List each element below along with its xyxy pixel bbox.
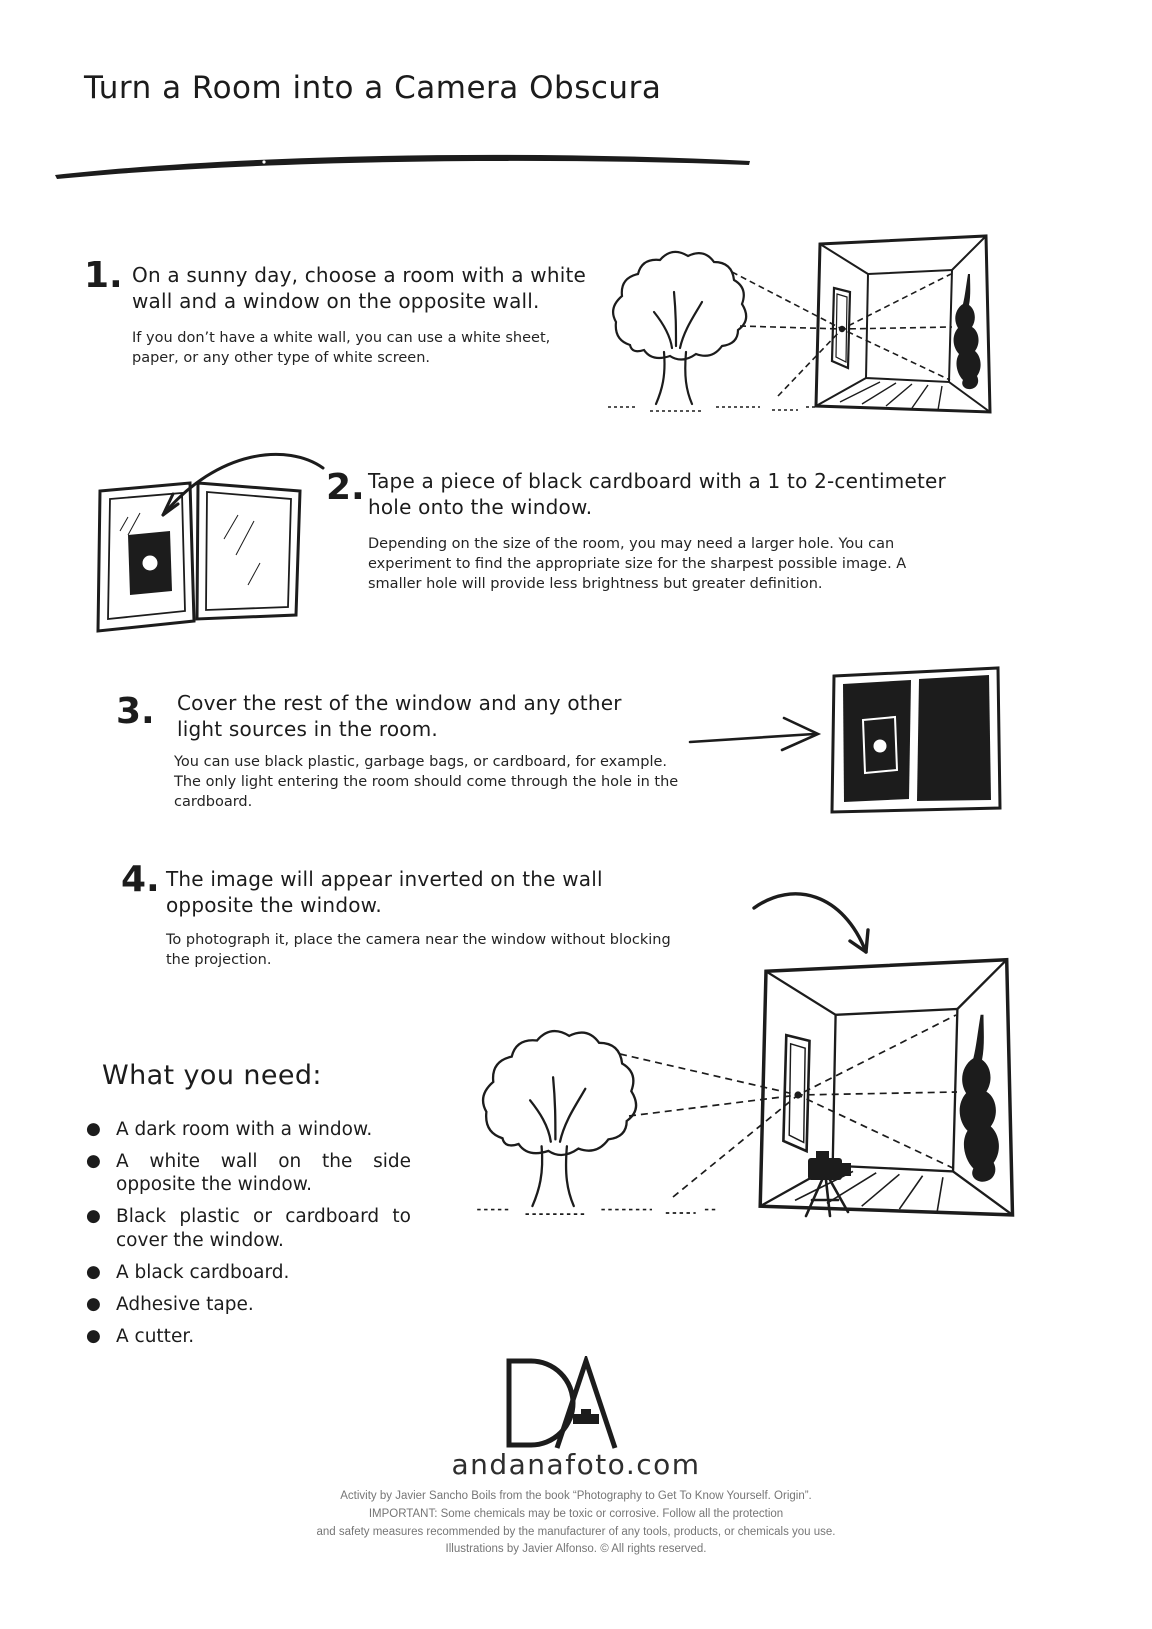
credits-block bbox=[0, 1488, 1152, 1559]
step-4-number: 4. bbox=[121, 859, 160, 900]
bullet-icon: ● bbox=[86, 1293, 101, 1314]
list-item: ● A black cardboard. bbox=[86, 1261, 290, 1283]
step-1-note: If you don’t have a white wall, you can use a white sheet, paper, or any other type of white screen. bbox=[132, 330, 551, 366]
inverted-tree-silhouette bbox=[960, 1015, 999, 1182]
bullet-icon: ● bbox=[86, 1325, 101, 1346]
credit-line: and safety measures recommended by the manufacturer of any tools, products, or chemicals you use. bbox=[316, 1525, 836, 1538]
list-item: ● Adhesive tape. bbox=[86, 1293, 254, 1315]
list-item: ● A cutter. bbox=[86, 1325, 195, 1347]
bullet-icon: ● bbox=[86, 1261, 101, 1282]
step-3-heading: Cover the rest of the window and any other light sources in the room. bbox=[177, 691, 622, 741]
darkened-window-illustration bbox=[826, 662, 1006, 822]
website-text: andanafoto.com bbox=[451, 1448, 701, 1481]
pinhole-dot bbox=[839, 326, 845, 332]
list-item: ● A dark room with a window. bbox=[86, 1119, 373, 1140]
list-item: ● A white wall on the side opposite the window. bbox=[86, 1151, 411, 1196]
camera-obscura-room-illustration bbox=[600, 230, 1055, 428]
bullet-icon: ● bbox=[86, 1206, 101, 1227]
da-logo bbox=[495, 1356, 627, 1450]
step-2-number: 2. bbox=[326, 467, 365, 508]
step-3-number: 3. bbox=[116, 691, 155, 732]
floor-planks bbox=[840, 382, 942, 410]
step-4-heading: The image will appear inverted on the wall opposite the window. bbox=[166, 867, 603, 917]
what-you-need-heading: What you need: bbox=[102, 1060, 322, 1091]
step-1-number: 1. bbox=[84, 255, 123, 296]
title-underline-stroke bbox=[52, 146, 752, 184]
window-with-cardboard-illustration bbox=[88, 443, 346, 648]
credit-line: Illustrations by Javier Alfonso. © All rights reserved. bbox=[445, 1543, 707, 1556]
camera-glyph-icon bbox=[573, 1414, 599, 1424]
camera-obscura-with-camera-illustration bbox=[460, 948, 1020, 1230]
step-2-heading: Tape a piece of black cardboard with a 1 to 2-centimeter hole onto the window. bbox=[368, 469, 946, 519]
room-interior bbox=[760, 960, 1012, 1215]
list-item: ● Black plastic or cardboard to cover the window. bbox=[86, 1206, 411, 1251]
pinhole-dot bbox=[794, 1091, 801, 1098]
credit-line: IMPORTANT: Some chemicals may be toxic or corrosive. Follow all the protection bbox=[368, 1507, 784, 1520]
bullet-icon: ● bbox=[86, 1151, 101, 1172]
step-3-note: You can use black plastic, garbage bags, or cardboard, for example. The only light entering the room should come through the hole in the cardboard. bbox=[174, 754, 679, 810]
tree-icon bbox=[477, 1031, 718, 1214]
step-1-heading: On a sunny day, choose a room with a white wall and a window on the opposite wall. bbox=[132, 263, 587, 313]
step-2-note: Depending on the size of the room, you may need a larger hole. You can experiment to find the appropriate size for the sharpest possible image. A smaller hole will provide less brightness but greater definition. bbox=[368, 536, 907, 592]
covered-pane-right bbox=[917, 675, 991, 801]
pinhole-hole bbox=[874, 740, 887, 753]
inverted-tree-silhouette bbox=[954, 274, 981, 389]
what-you-need-list bbox=[86, 1118, 411, 1357]
pinhole-hole bbox=[143, 556, 158, 571]
bullet-icon: ● bbox=[86, 1119, 101, 1139]
step-4-note: To photograph it, place the camera near the window without blocking the projection. bbox=[166, 932, 671, 968]
credit-line: Activity by Javier Sancho Boils from the book “Photography to Get To Know Yourself. Origin”. bbox=[340, 1490, 812, 1502]
straight-arrow bbox=[688, 712, 828, 767]
page-title: Turn a Room into a Camera Obscura bbox=[84, 70, 662, 106]
